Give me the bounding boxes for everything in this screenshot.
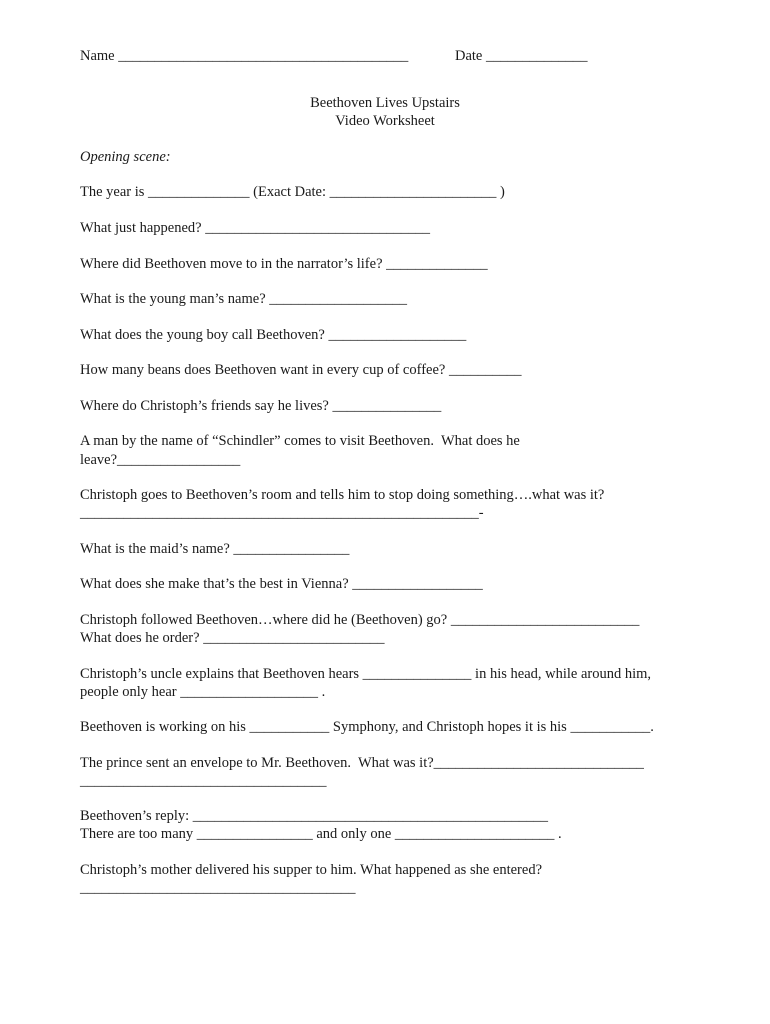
- question-uncle-explains-cont: people only hear ___________________ .: [80, 684, 326, 700]
- question-uncle-explains: Christoph’s uncle explains that Beethoven hears _______________ in his head, while around him,: [80, 666, 652, 682]
- question-where-go: Christoph followed Beethoven…where did he (Beethoven) go? __________________________: [80, 612, 640, 628]
- worksheet-subtitle: Video Worksheet: [335, 113, 435, 129]
- question-stop-doing-answer: _______________________________________________________-: [80, 505, 484, 521]
- question-young-man-name: What is the young man’s name? ___________________: [80, 291, 408, 307]
- question-schindler: A man by the name of “Schindler” comes to visit Beethoven. What does he: [80, 433, 520, 449]
- date-field-line: Date ______________: [455, 48, 588, 64]
- question-stop-doing: Christoph goes to Beethoven’s room and tells him to stop doing something….what was it?: [80, 487, 605, 503]
- question-too-many: There are too many ________________ and only one ______________________ .: [80, 826, 562, 842]
- question-symphony: Beethoven is working on his ___________ Symphony, and Christoph hopes it is his ___________.: [80, 719, 654, 735]
- worksheet-title: Beethoven Lives Upstairs: [310, 95, 460, 111]
- section-heading: Opening scene:: [80, 149, 171, 165]
- question-prince-envelope-answer: __________________________________: [80, 773, 327, 789]
- question-beethoven-reply: Beethoven’s reply: _________________________________________________: [80, 808, 549, 824]
- question-year: The year is ______________ (Exact Date: _______________________ ): [80, 184, 505, 200]
- name-field-line: Name ________________________________________: [80, 48, 409, 64]
- question-boy-calls: What does the young boy call Beethoven? ___________________: [80, 327, 467, 343]
- question-mother-supper-answer: ______________________________________: [80, 880, 356, 896]
- question-maid-name: What is the maid’s name? ________________: [80, 541, 350, 557]
- question-beethoven-move: Where did Beethoven move to in the narrator’s life? ______________: [80, 256, 488, 272]
- question-best-in-vienna: What does she make that’s the best in Vienna? __________________: [80, 576, 483, 592]
- question-schindler-cont: leave?_________________: [80, 452, 241, 468]
- question-coffee-beans: How many beans does Beethoven want in every cup of coffee? __________: [80, 362, 522, 378]
- question-prince-envelope: The prince sent an envelope to Mr. Beethoven. What was it?_____________________________: [80, 755, 644, 771]
- question-friends-say: Where do Christoph’s friends say he lives? _______________: [80, 398, 442, 414]
- question-mother-supper: Christoph’s mother delivered his supper to him. What happened as she entered?: [80, 862, 543, 878]
- question-order: What does he order? _________________________: [80, 630, 385, 646]
- question-what-happened: What just happened? _______________________________: [80, 220, 430, 236]
